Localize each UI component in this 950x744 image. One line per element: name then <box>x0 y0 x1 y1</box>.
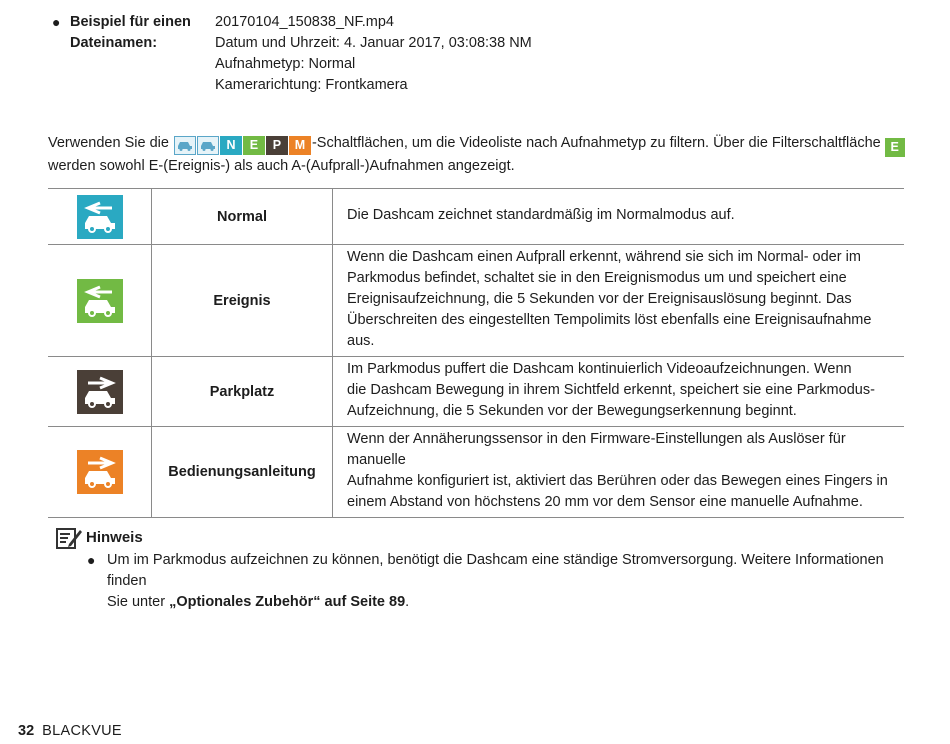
datetime-value: Datum und Uhrzeit: 4. Januar 2017, 03:08:38 NM <box>215 35 532 51</box>
recording-modes-table <box>48 188 904 518</box>
mode-description: Die Dashcam zeichnet standardmäßig im Normalmodus auf. <box>333 189 905 245</box>
table-row <box>48 245 904 357</box>
page-number: 32 <box>18 723 35 739</box>
camera-direction-value: Kamerarichtung: Frontkamera <box>215 77 408 93</box>
normal-mode-icon <box>77 195 123 239</box>
hint-title: Hinweis <box>86 529 143 546</box>
normal-filter-button: N <box>220 136 242 155</box>
page-footer <box>18 723 122 739</box>
filename-example-values <box>215 12 532 96</box>
recording-type-value: Aufnahmetyp: Normal <box>215 56 356 72</box>
mode-name: Normal <box>152 189 333 245</box>
manual-mode-icon <box>77 450 123 494</box>
manual-filter-button: M <box>289 136 311 155</box>
event-filter-button: E <box>243 136 265 155</box>
filter-intro-paragraph: Verwenden Sie die N E P M -Schaltflächen, um die Videoliste nach Aufnahmetyp zu filtern. Über die Filterschaltfläche E werden sowohl E-(Ereignis-) als auch A-(Aufprall-)Aufnahmen angezeigt. <box>48 134 918 176</box>
mode-description: Im Parkmodus puffert die Dashcam kontinuierlich Videoaufzeichnungen. Wenn die Dashcam Bewegung in ihrem Sichtfeld erkennt, speichert sie eine Parkmodus- Aufzeichnung, die 5 Sekunden vor der Bewegungserkennung beginnt. <box>333 357 905 427</box>
hint-text: Um im Parkmodus aufzeichnen zu können, benötigt die Dashcam eine ständige Stromversorgung. Weitere Informationen finden Sie unter „Optionales Zubehör“ auf Seite 89. <box>107 552 884 610</box>
table-row <box>48 189 904 245</box>
rear-camera-filter-icon <box>197 136 219 155</box>
parking-filter-button: P <box>266 136 288 155</box>
table-row <box>48 427 904 518</box>
note-icon <box>55 526 83 555</box>
filename-value: 20170104_150838_NF.mp4 <box>215 14 394 30</box>
mode-name: Parkplatz <box>152 357 333 427</box>
parking-mode-icon <box>77 370 123 414</box>
front-camera-filter-icon <box>174 136 196 155</box>
bullet: ● <box>87 552 96 568</box>
filter-buttons-group <box>174 136 311 155</box>
mode-description: Wenn die Dashcam einen Aufprall erkennt, während sie sich im Normal- oder im Parkmodus befindet, schaltet sie in den Ereignismodus um und speichert eine Ereignisaufzeichnung, die 5 Sekunden vor der Ereignisauslösung beginnt. Das Überschreiten des eingestellten Tempolimits löst ebenfalls eine Ereignisaufnahme aus. <box>333 245 905 357</box>
bullet: ● <box>52 14 61 30</box>
mode-name: Bedienungsanleitung <box>152 427 333 518</box>
event-filter-badge: E <box>885 138 905 157</box>
brand-name: BLACKVUE <box>42 723 122 739</box>
filename-example-label: Beispiel für einen Dateinamen: <box>70 14 191 51</box>
table-row <box>48 357 904 427</box>
reference-link: „Optionales Zubehör“ auf Seite 89 <box>169 594 406 610</box>
mode-description: Wenn der Annäherungssensor in den Firmware-Einstellungen als Auslöser für manuelle Aufnahme konfiguriert ist, aktiviert das Berühren oder das Bewegen eines Fingers in einem Abstand von höchstens 20 mm vor dem Sensor eine manuelle Aufnahme. <box>333 427 905 518</box>
mode-name: Ereignis <box>152 245 333 357</box>
event-mode-icon <box>77 279 123 323</box>
